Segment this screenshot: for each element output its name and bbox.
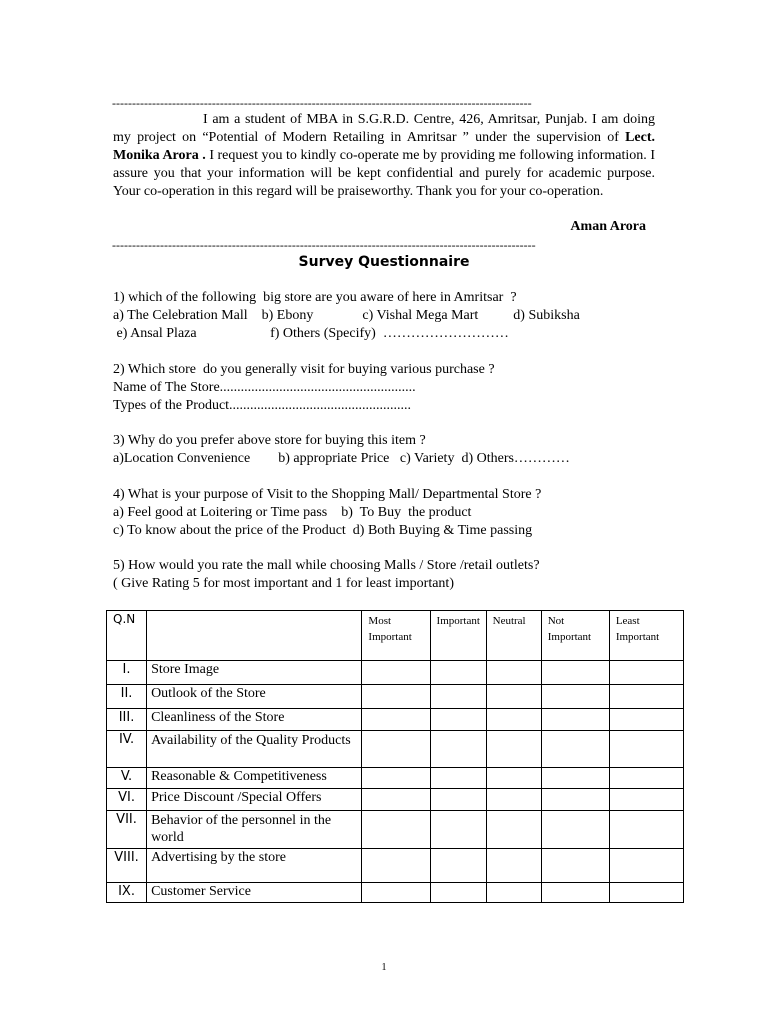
page-title: Survey Questionnaire (298, 254, 470, 270)
row-item: Price Discount /Special Offers (147, 789, 362, 811)
header-neutral: Neutral (486, 611, 541, 661)
row-number: I. (107, 661, 147, 685)
table-row (107, 731, 684, 768)
rating-cell[interactable] (430, 883, 486, 903)
rating-cell[interactable] (486, 883, 541, 903)
rating-cell[interactable] (430, 731, 486, 768)
rating-cell[interactable] (541, 709, 609, 731)
signature: Aman Arora (570, 219, 646, 234)
rating-cell[interactable] (486, 661, 541, 685)
rating-cell[interactable] (609, 789, 683, 811)
rating-cell[interactable] (541, 731, 609, 768)
header-least-important: Least Important (609, 611, 683, 661)
rating-cell[interactable] (430, 661, 486, 685)
question-1-options-a: a) The Celebration Mall b) Ebony c) Vishal Mega Mart d) Subiksha (113, 308, 580, 323)
rating-cell[interactable] (362, 731, 430, 768)
rating-cell[interactable] (430, 849, 486, 883)
row-number: VIII. (107, 849, 147, 883)
rating-cell[interactable] (430, 685, 486, 709)
question-4: 4) What is your purpose of Visit to the Shopping Mall/ Departmental Store ? (113, 487, 542, 502)
supervisor-name: Lect. Monika Arora . (113, 130, 655, 163)
rating-cell[interactable] (609, 661, 683, 685)
rating-cell[interactable] (430, 789, 486, 811)
row-number: VII. (107, 811, 147, 849)
rating-cell[interactable] (486, 685, 541, 709)
rating-cell[interactable] (486, 709, 541, 731)
rating-cell[interactable] (541, 883, 609, 903)
rating-cell[interactable] (430, 709, 486, 731)
rating-cell[interactable] (362, 883, 430, 903)
header-most-important: Most Important (362, 611, 430, 661)
rule-bottom: ---------------------------------------------------------------------------------------------------------- (112, 238, 536, 252)
question-2-product-type: Types of the Product.................................................... (113, 398, 412, 413)
question-3-options: a)Location Convenience b) appropriate Price c) Variety d) Others………… (113, 451, 570, 466)
rating-cell[interactable] (609, 768, 683, 789)
rating-cell[interactable] (541, 685, 609, 709)
question-1-options-b: e) Ansal Plaza f) Others (Specify) ……………………… (113, 326, 509, 341)
question-1: 1) which of the following big store are you aware of here in Amritsar ? (113, 290, 517, 305)
rating-cell[interactable] (430, 768, 486, 789)
question-2-store-name: Name of The Store........................................................ (113, 380, 416, 395)
rating-cell[interactable] (541, 849, 609, 883)
table-row (107, 661, 684, 685)
rating-cell[interactable] (430, 811, 486, 849)
row-number: II. (107, 685, 147, 709)
rating-cell[interactable] (362, 685, 430, 709)
question-4-options-b: c) To know about the price of the Product d) Both Buying & Time passing (113, 523, 533, 538)
page-number: 1 (381, 962, 387, 973)
rating-cell[interactable] (486, 768, 541, 789)
header-not-important: Not Important (541, 611, 609, 661)
rating-cell[interactable] (486, 849, 541, 883)
row-item: Outlook of the Store (147, 685, 362, 709)
rating-cell[interactable] (362, 789, 430, 811)
row-item: Availability of the Quality Products (147, 731, 362, 768)
rating-cell[interactable] (609, 811, 683, 849)
row-number: IX. (107, 883, 147, 903)
question-2: 2) Which store do you generally visit for buying various purchase ? (113, 362, 495, 377)
table-row (107, 811, 684, 849)
rating-cell[interactable] (362, 811, 430, 849)
rating-cell[interactable] (486, 811, 541, 849)
rating-cell[interactable] (541, 789, 609, 811)
table-row (107, 709, 684, 731)
row-item: Customer Service (147, 883, 362, 903)
row-number: V. (107, 768, 147, 789)
row-item: Advertising by the store (147, 849, 362, 883)
row-item: Reasonable & Competitiveness (147, 768, 362, 789)
table-header-row (107, 611, 684, 661)
row-item: Cleanliness of the Store (147, 709, 362, 731)
table-row (107, 685, 684, 709)
question-5-note: ( Give Rating 5 for most important and 1 for least important) (113, 576, 454, 591)
header-item (147, 611, 362, 661)
rating-cell[interactable] (486, 789, 541, 811)
row-number: IV. (107, 731, 147, 768)
rule-top: --------------------------------------------------------------------------------------------------------- (112, 96, 532, 110)
row-item: Behavior of the personnel in the world (147, 811, 362, 849)
table-row (107, 768, 684, 789)
question-5: 5) How would you rate the mall while choosing Malls / Store /retail outlets? (113, 558, 540, 573)
row-number: III. (107, 709, 147, 731)
rating-cell[interactable] (362, 849, 430, 883)
table-row (107, 789, 684, 811)
rating-cell[interactable] (541, 661, 609, 685)
row-item: Store Image (147, 661, 362, 685)
question-4-options-a: a) Feel good at Loitering or Time pass b) To Buy the product (113, 505, 472, 520)
rating-cell[interactable] (541, 811, 609, 849)
intro-paragraph (113, 111, 655, 201)
rating-cell[interactable] (609, 883, 683, 903)
header-qn: Q.N (107, 611, 147, 661)
rating-cell[interactable] (541, 768, 609, 789)
rating-cell[interactable] (609, 731, 683, 768)
rating-cell[interactable] (609, 849, 683, 883)
intro-text-part1: I am a student of MBA in S.G.R.D. Centre, 426, Amritsar, Punjab. I am doing my project on “Potential of Modern Retailing in Amritsar ” under the supervision of (113, 112, 655, 145)
rating-cell[interactable] (609, 709, 683, 731)
rating-cell[interactable] (609, 685, 683, 709)
header-important: Important (430, 611, 486, 661)
rating-cell[interactable] (362, 661, 430, 685)
rating-cell[interactable] (486, 731, 541, 768)
rating-cell[interactable] (362, 768, 430, 789)
rating-table (106, 610, 684, 903)
table-row (107, 849, 684, 883)
row-number: VI. (107, 789, 147, 811)
rating-cell[interactable] (362, 709, 430, 731)
intro-text-part2: I request you to kindly co-operate me by providing me following information. I assure you that your information will be kept confidential and purely for academic purpose. Your co-operation in this regard will be praiseworthy. Thank you for your co-operation. (113, 148, 655, 199)
question-3: 3) Why do you prefer above store for buying this item ? (113, 433, 426, 448)
table-row (107, 883, 684, 903)
